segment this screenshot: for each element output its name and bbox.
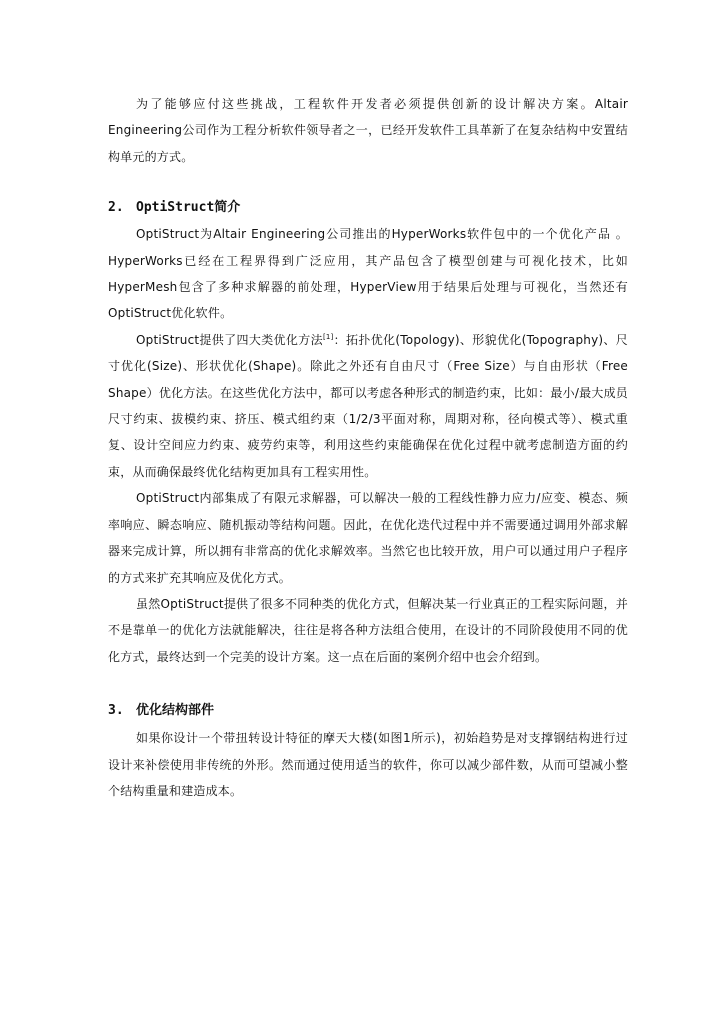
section-2-number: 2. — [108, 200, 124, 216]
section-2-heading — [108, 197, 628, 219]
section-2-paragraph-2-body: ：拓扑优化(Topology)、形貌优化(Topography)、尺寸优化(Size)、形状优化(Shape)。除此之外还有自由尺寸（Free Size）与自由形状（Free Shape）优化方法。在这些优化方法中，都可以考虑各种形式的制造约束，比如：最小/最大成员尺寸约束、拔模约束、挤压、模式组约束（1/2/3平面对称，周期对称，径向模式等）、模式重复、设计空间应力约束、疲劳约束等，利用这些约束能确保在优化过程中就考虑制造方面的约束，从而确保最终优化结构更加具有工程实用性。 — [108, 332, 628, 479]
section-3-number: 3. — [108, 703, 124, 719]
section-2-paragraph-2-lead: OptiStruct提供了四大类优化方法 — [136, 332, 323, 347]
section-3-title: 优化结构部件 — [136, 703, 215, 719]
section-3-heading — [108, 700, 628, 722]
intro-paragraph: 为了能够应付这些挑战，工程软件开发者必须提供创新的设计解决方案。Altair Engineering公司作为工程分析软件领导者之一，已经开发软件工具革新了在复杂结构中安置结构单元的方式。 — [108, 97, 628, 164]
document-body — [108, 91, 628, 804]
section-2-paragraph-4: 虽然OptiStruct提供了很多不同种类的优化方式，但解决某一行业真正的工程实际问题，并不是靠单一的优化方法就能解决，往往是将各种方法组合使用，在设计的不同阶段使用不同的优化方式，最终达到一个完美的设计方案。这一点在后面的案例介绍中也会介绍到。 — [108, 596, 628, 664]
section-2-paragraph-2 — [108, 327, 628, 485]
section-3-paragraph-1: 如果你设计一个带扭转设计特征的摩天大楼(如图1所示)，初始趋势是对支撑钢结构进行过设计来补偿使用非传统的外形。然而通过使用适当的软件，你可以减少部件数，从而可望减小整个结构重量和建造成本。 — [108, 731, 628, 798]
citation-reference: [1] — [322, 332, 334, 341]
section-2-paragraph-1: OptiStruct为Altair Engineering公司推出的HyperWorks软件包中的一个优化产品 。HyperWorks已经在工程界得到广泛应用，其产品包含了模型创建与可视化技术，比如HyperMesh包含了多种求解器的前处理，HyperView用于结果后处理与可视化，当然还有OptiStruct优化软件。 — [108, 227, 628, 321]
section-2-paragraph-3: OptiStruct内部集成了有限元求解器，可以解决一般的工程线性静力应力/应变、模态、频率响应、瞬态响应、随机振动等结构问题。因此，在优化迭代过程中并不需要通过调用外部求解器来完成计算，所以拥有非常高的优化求解效率。当然它也比较开放，用户可以通过用户子程序的方式来扩充其响应及优化方式。 — [108, 491, 628, 585]
section-2-title: OptiStruct简介 — [136, 200, 241, 216]
